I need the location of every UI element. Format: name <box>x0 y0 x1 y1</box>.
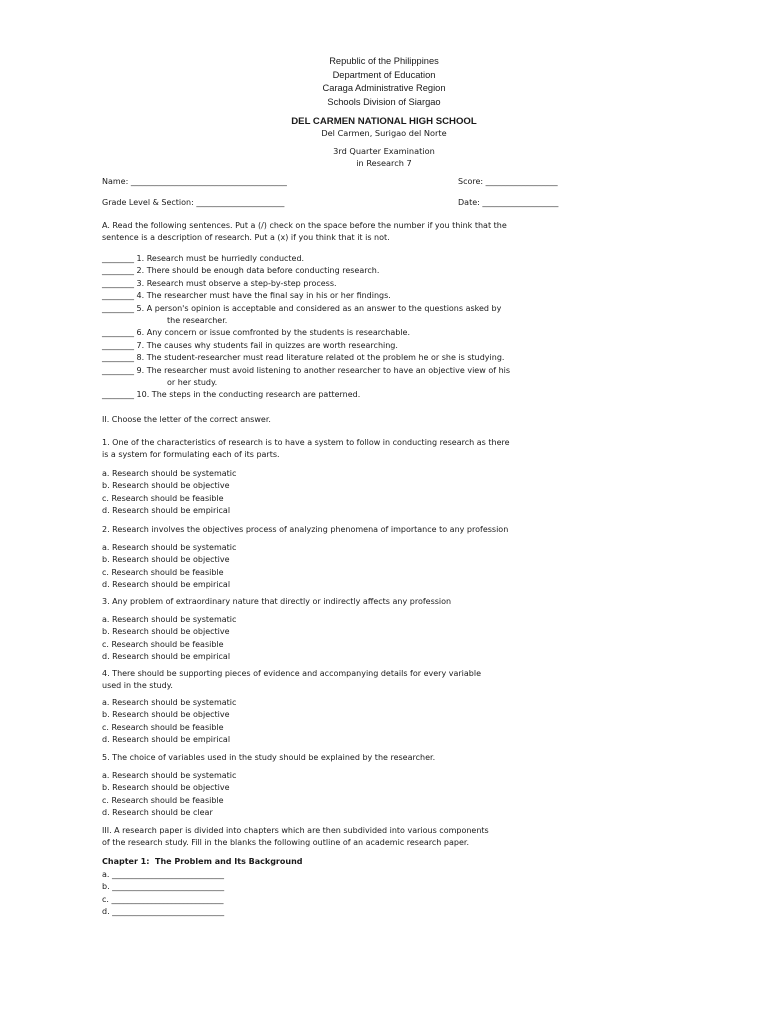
header-line: Schools Division of Siargao <box>327 96 441 107</box>
question-3: 3. Any problem of extraordinary nature that directly or indirectly affects any profession <box>102 597 452 606</box>
school-address: Del Carmen, Surigao del Norte <box>321 128 447 138</box>
grade-section-field[interactable]: Grade Level & Section: ______________________ <box>102 198 285 207</box>
list-item[interactable]: ________ 8. The student-researcher must read literature related ot the problem he or she is studying. <box>102 353 505 363</box>
answer-option[interactable]: d. Research should be empirical <box>102 652 231 662</box>
question-2-options <box>102 542 582 592</box>
answer-option[interactable]: c. Research should be feasible <box>102 722 224 732</box>
instruction-line: A. Read the following sentences. Put a (/) check on the space before the number if you think that the <box>102 221 507 230</box>
date-field[interactable]: Date: ___________________ <box>458 198 559 207</box>
question-2: 2. Research involves the objectives process of analyzing phenomena of importance to any profession <box>102 525 509 534</box>
part-iii-instructions <box>102 825 582 850</box>
list-item[interactable]: ________ 4. The researcher must have the final say in his or her findings. <box>102 291 391 301</box>
name-field[interactable]: Name: _______________________________________ <box>102 177 287 186</box>
fill-blank[interactable]: d. ____________________________ <box>102 907 225 917</box>
answer-option[interactable]: c. Research should be feasible <box>102 567 224 577</box>
fill-blank[interactable]: c. ____________________________ <box>102 894 224 904</box>
answer-option[interactable]: b. Research should be objective <box>102 627 230 637</box>
instruction-line: III. A research paper is divided into chapters which are then subdivided into various components <box>102 826 489 835</box>
score-field[interactable]: Score: __________________ <box>458 177 558 186</box>
answer-option[interactable]: c. Research should be feasible <box>102 795 224 805</box>
question-text: 4. There should be supporting pieces of evidence and accompanying details for every variable <box>102 669 482 678</box>
answer-option[interactable]: a. Research should be systematic <box>102 543 237 552</box>
answer-option[interactable]: a. Research should be systematic <box>102 771 237 780</box>
question-1 <box>102 437 582 462</box>
question-text: is a system for formulating each of its parts. <box>102 450 280 460</box>
chapter-blanks <box>102 869 582 919</box>
list-item-continuation: or her study. <box>167 378 218 388</box>
answer-option[interactable]: d. Research should be clear <box>102 808 213 818</box>
chapter-heading: Chapter 1: The Problem and Its Background <box>102 857 303 866</box>
part-a-instructions <box>102 220 582 245</box>
answer-option[interactable]: d. Research should be empirical <box>102 580 231 590</box>
header-line: Caraga Administrative Region <box>322 83 446 93</box>
question-3-options <box>102 614 582 664</box>
list-item[interactable]: ________ 5. A person's opinion is acceptable and considered as an answer to the questions asked by <box>102 303 502 313</box>
header-line: Republic of the Philippines <box>329 56 439 66</box>
answer-option[interactable]: b. Research should be objective <box>102 555 230 565</box>
list-item-continuation: the researcher. <box>167 316 228 326</box>
answer-option[interactable]: b. Research should be objective <box>102 481 230 491</box>
list-item[interactable]: ________ 7. The causes why students fail in quizzes are worth researching. <box>102 340 398 350</box>
list-item[interactable]: ________ 2. There should be enough data before conducting research. <box>102 266 380 276</box>
exam-subject: in Research 7 <box>356 158 412 168</box>
part-ii-instructions: II. Choose the letter of the correct answer. <box>102 415 271 424</box>
part-a-items <box>102 253 582 402</box>
answer-option[interactable]: a. Research should be systematic <box>102 698 237 707</box>
fill-blank[interactable]: a. ____________________________ <box>102 870 224 879</box>
question-5-options <box>102 770 582 820</box>
list-item[interactable]: ________ 3. Research must observe a step-by-step process. <box>102 278 337 288</box>
school-name: DEL CARMEN NATIONAL HIGH SCHOOL <box>291 116 477 127</box>
list-item[interactable]: ________ 1. Research must be hurriedly conducted. <box>102 254 305 263</box>
answer-option[interactable]: d. Research should be empirical <box>102 506 231 516</box>
question-5: 5. The choice of variables used in the study should be explained by the researcher. <box>102 753 436 762</box>
list-item[interactable]: ________ 9. The researcher must avoid listening to another researcher to have an objective view of his <box>102 365 511 375</box>
document-header <box>0 55 768 109</box>
header-line: Department of Education <box>332 69 436 80</box>
question-1-options <box>102 468 582 518</box>
answer-option[interactable]: c. Research should be feasible <box>102 493 224 503</box>
answer-option[interactable]: a. Research should be systematic <box>102 615 237 624</box>
question-text: 1. One of the characteristics of research is to have a system to follow in conducting research as there <box>102 438 510 447</box>
instruction-line: sentence is a description of research. Put a (x) if you think that it is not. <box>102 233 390 243</box>
question-4 <box>102 668 582 693</box>
list-item[interactable]: ________ 10. The steps in the conducting research are patterned. <box>102 390 361 400</box>
question-text: used in the study. <box>102 681 173 691</box>
answer-option[interactable]: b. Research should be objective <box>102 783 230 793</box>
exam-title: 3rd Quarter Examination <box>333 146 435 156</box>
instruction-line: of the research study. Fill in the blanks the following outline of an academic research paper. <box>102 838 469 848</box>
fill-blank[interactable]: b. ____________________________ <box>102 882 225 892</box>
question-4-options <box>102 697 582 747</box>
answer-option[interactable]: b. Research should be objective <box>102 710 230 720</box>
answer-option[interactable]: c. Research should be feasible <box>102 639 224 649</box>
list-item[interactable]: ________ 6. Any concern or issue comfronted by the students is researchable. <box>102 328 410 338</box>
answer-option[interactable]: d. Research should be empirical <box>102 735 231 745</box>
answer-option[interactable]: a. Research should be systematic <box>102 469 237 478</box>
